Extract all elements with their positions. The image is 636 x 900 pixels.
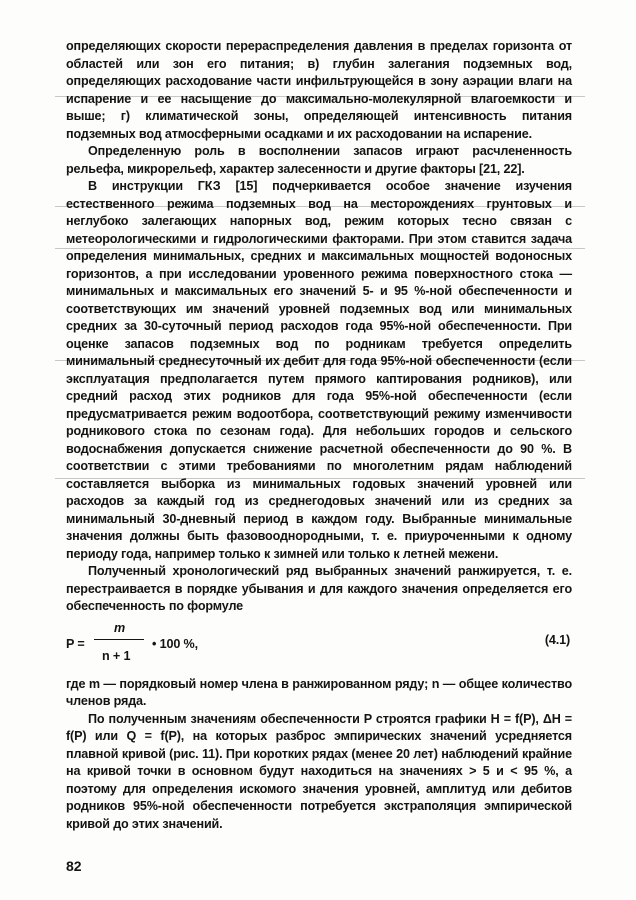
paragraph-2: Определенную роль в восполнении запасов играют расчлененность рельефа, микрорельеф, характер залесенности и другие факторы [21, 22].	[66, 144, 572, 176]
page-number: 82	[66, 858, 82, 874]
paragraph-5: где m — порядковый номер члена в ранжированном ряду; n — общее количество членов ряда.	[66, 676, 572, 708]
formula-number: (4.1)	[544, 632, 570, 647]
formula-4-1	[66, 620, 572, 670]
paragraph-3: В инструкции ГКЗ [15] подчеркивается особое значение изучения естественного режима подземных вод на месторождениях грунтовых и неглубоко залегающих напорных вод, режим которых тесно связан с метеорологическими и гидрологическими факторами. При этом ставится задача определения минимальных, средних и максимальных мощностей водоносных горизонтов, а при исследовании уровенного режима поверхностного стока — минимальных и максимальных его значений 5- и 95 %-ной обеспеченности и соответствующих им значений уровней подземных вод или минимальных средних за 30-суточный период расходов года 95%-ной обеспеченности. При оценке запасов подземных вод по родникам требуется определить минимальный среднесуточный их дебит для года 95%-ной обеспеченности (если эксплуатация предполагается путем прямого каптирования родников), или средний расход этих родников для года 95%-ной обеспеченности (если предусматривается режим водоотбора, соответствующий режиму изменчивости родникового стока по сезонам года). Для небольших городов и сельского водоснабжения допускается снижение расчетной обеспеченности до 90 %. В соответствии с этими требованиями по многолетним рядам наблюдений составляется выборка из минимальных годовых значений уровней или расходов за каждый год из среднегодовых значений или из средних за минимальный 30-дневный период в каждом году. Выбранные минимальные значения должны быть фазовооднородными, т. е. приуроченными к одному периоду года, например только к зимней или только к летней межени.	[66, 179, 572, 561]
paragraph-4: Полученный хронологический ряд выбранных значений ранжируется, т. е. перестраивается в порядке убывания и для каждого значения определяется его обеспеченность по формуле	[66, 564, 572, 613]
body-text	[66, 38, 572, 833]
formula-multiplier: • 100 %,	[152, 636, 198, 651]
formula-lhs: P =	[66, 636, 85, 651]
formula-denominator: n + 1	[102, 648, 131, 663]
fraction-bar	[94, 639, 144, 641]
formula-numerator: m	[114, 620, 126, 635]
paragraph-6: По полученным значениям обеспеченности P строятся графики H = f(P), ΔH = f(P) или Q = f(P), на которых разброс эмпирических значений усредняется плавной кривой (рис. 11). При коротких рядах (менее 20 лет) наблюдений крайние на кривой точки в основном будут находиться на значениях > 5 и < 95 %, а поэтому для определения искомого значения уровней, амплитуд или дебитов родников 95%-ной обеспеченности потребуется экстраполяция эмпирической кривой до этих значений.	[66, 711, 572, 831]
paragraph-1: определяющих скорости перераспределения давления в пределах горизонта от областей или зон его питания; в) глубин залегания подземных вод, определяющих расходование части инфильтрующейся в зону аэрации влаги на испарение и ее насыщение до максимально-молекулярной влагоемкости и выше; г) климатической зоны, определяющей интенсивность питания подземных вод атмосферными осадками и их расходовании на испарение.	[66, 39, 572, 141]
